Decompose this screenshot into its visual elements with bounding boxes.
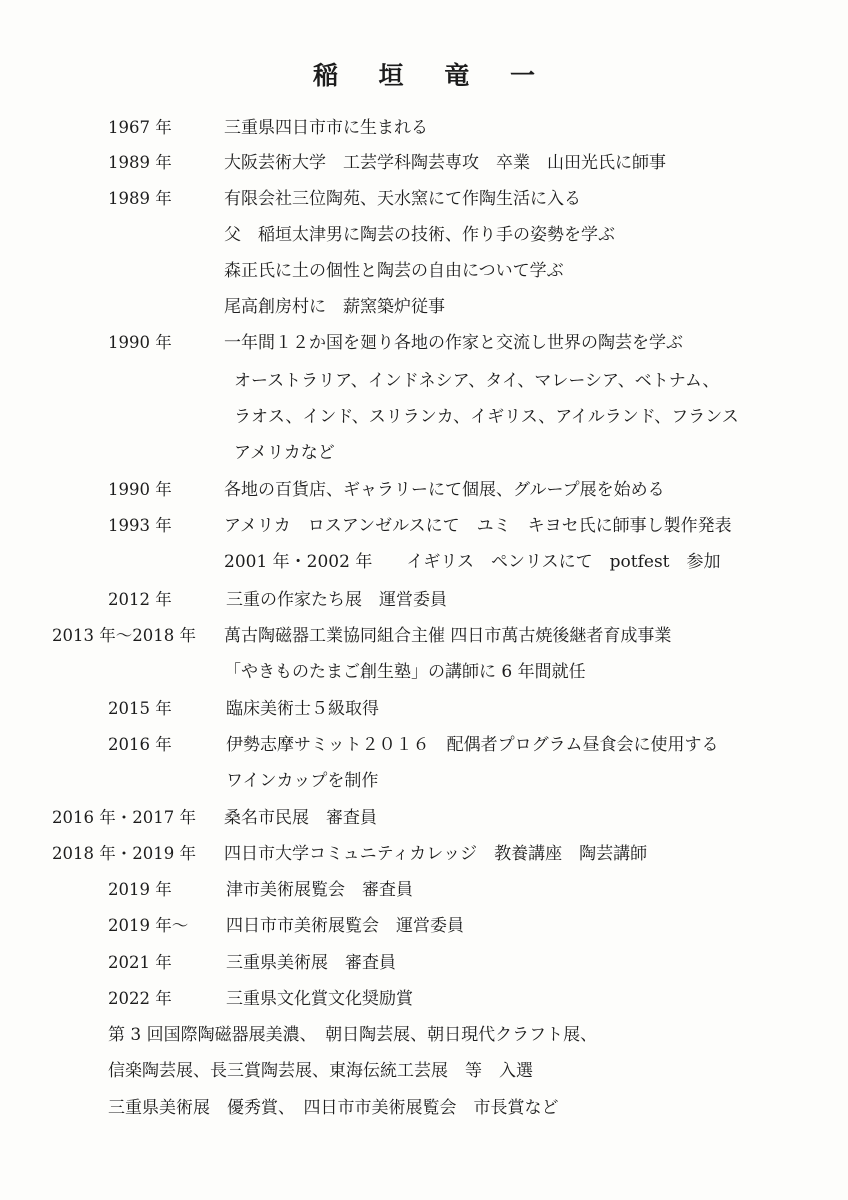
entry-year: 1989 年 bbox=[108, 189, 172, 208]
entry-year: 2019 年～ bbox=[108, 916, 189, 935]
award-text: 三重県美術展 優秀賞、 四日市市美術展覧会 市長賞など bbox=[108, 1098, 559, 1118]
entry-text: 大阪芸術大学 工芸学科陶芸専攻 卒業 山田光氏に師事 bbox=[224, 153, 666, 173]
entry-text: ワインカップを制作 bbox=[226, 771, 379, 791]
entry-year: 2022 年 bbox=[108, 989, 172, 1008]
entry-year: 2016 年・2017 年 bbox=[52, 808, 196, 827]
entry-text: 伊勢志摩サミット２０１６ 配偶者プログラム昼食会に使用する bbox=[226, 735, 719, 755]
entry-text: 萬古陶磁器工業協同組合主催 四日市萬古焼後継者育成事業 bbox=[224, 626, 672, 646]
entry-year: 2013 年～2018 年 bbox=[52, 626, 196, 645]
page-title: 稲 垣 竜 一 bbox=[312, 61, 552, 90]
entry-text: 尾高創房村に 薪窯築炉従事 bbox=[224, 297, 445, 317]
entry-text: 2001 年・2002 年 イギリス ペンリスにて potfest 参加 bbox=[224, 552, 721, 572]
entry-year: 2016 年 bbox=[108, 735, 172, 754]
entry-text: 津市美術展覧会 審査員 bbox=[226, 880, 413, 900]
entry-text: 各地の百貨店、ギャラリーにて個展、グループ展を始める bbox=[224, 480, 665, 500]
entry-year: 2021 年 bbox=[108, 953, 172, 972]
entry-text: オーストラリア、インドネシア、タイ、マレーシア、ベトナム、 bbox=[234, 371, 720, 391]
entry-text: 父 稲垣太津男に陶芸の技術、作り手の姿勢を学ぶ bbox=[224, 225, 615, 245]
award-text: 信楽陶芸展、長三賞陶芸展、東海伝統工芸展 等 入選 bbox=[108, 1061, 533, 1081]
entry-text: 四日市大学コミュニティカレッジ 教養講座 陶芸講師 bbox=[224, 844, 648, 864]
entry-year: 2019 年 bbox=[108, 880, 172, 899]
entry-year: 1989 年 bbox=[108, 153, 172, 172]
entry-text: 森正氏に土の個性と陶芸の自由について学ぶ bbox=[224, 261, 564, 281]
entry-year: 2015 年 bbox=[108, 699, 172, 718]
entry-text: 三重県四日市市に生まれる bbox=[224, 118, 428, 138]
entry-text: 臨床美術士５級取得 bbox=[226, 699, 379, 719]
entry-text: 「やきものたまご創生塾」の講師に 6 年間就任 bbox=[224, 662, 586, 682]
entry-text: 一年間１２か国を廻り各地の作家と交流し世界の陶芸を学ぶ bbox=[224, 333, 683, 353]
entry-text: 三重県文化賞文化奨励賞 bbox=[226, 989, 413, 1009]
entry-year: 2012 年 bbox=[108, 590, 172, 609]
entry-text: 三重の作家たち展 運営委員 bbox=[226, 590, 447, 610]
entry-year: 1967 年 bbox=[108, 118, 172, 137]
entry-text: 四日市市美術展覧会 運営委員 bbox=[226, 916, 464, 936]
entry-text: アメリカなど bbox=[234, 443, 335, 463]
entry-year: 1990 年 bbox=[108, 333, 172, 352]
entry-year: 1990 年 bbox=[108, 480, 172, 499]
entry-text: 桑名市民展 審査員 bbox=[224, 808, 377, 828]
entry-year: 1993 年 bbox=[108, 516, 172, 535]
entry-text: ラオス、インド、スリランカ、イギリス、アイルランド、フランス bbox=[234, 407, 739, 427]
entry-year: 2018 年・2019 年 bbox=[52, 844, 196, 863]
entry-text: アメリカ ロスアンゼルスにて ユミ キヨセ氏に師事し製作発表 bbox=[224, 516, 732, 536]
entry-text: 三重県美術展 審査員 bbox=[226, 953, 396, 973]
award-text: 第 3 回国際陶磁器展美濃、 朝日陶芸展、朝日現代クラフト展、 bbox=[108, 1025, 598, 1045]
entry-text: 有限会社三位陶苑、天水窯にて作陶生活に入る bbox=[224, 189, 581, 209]
